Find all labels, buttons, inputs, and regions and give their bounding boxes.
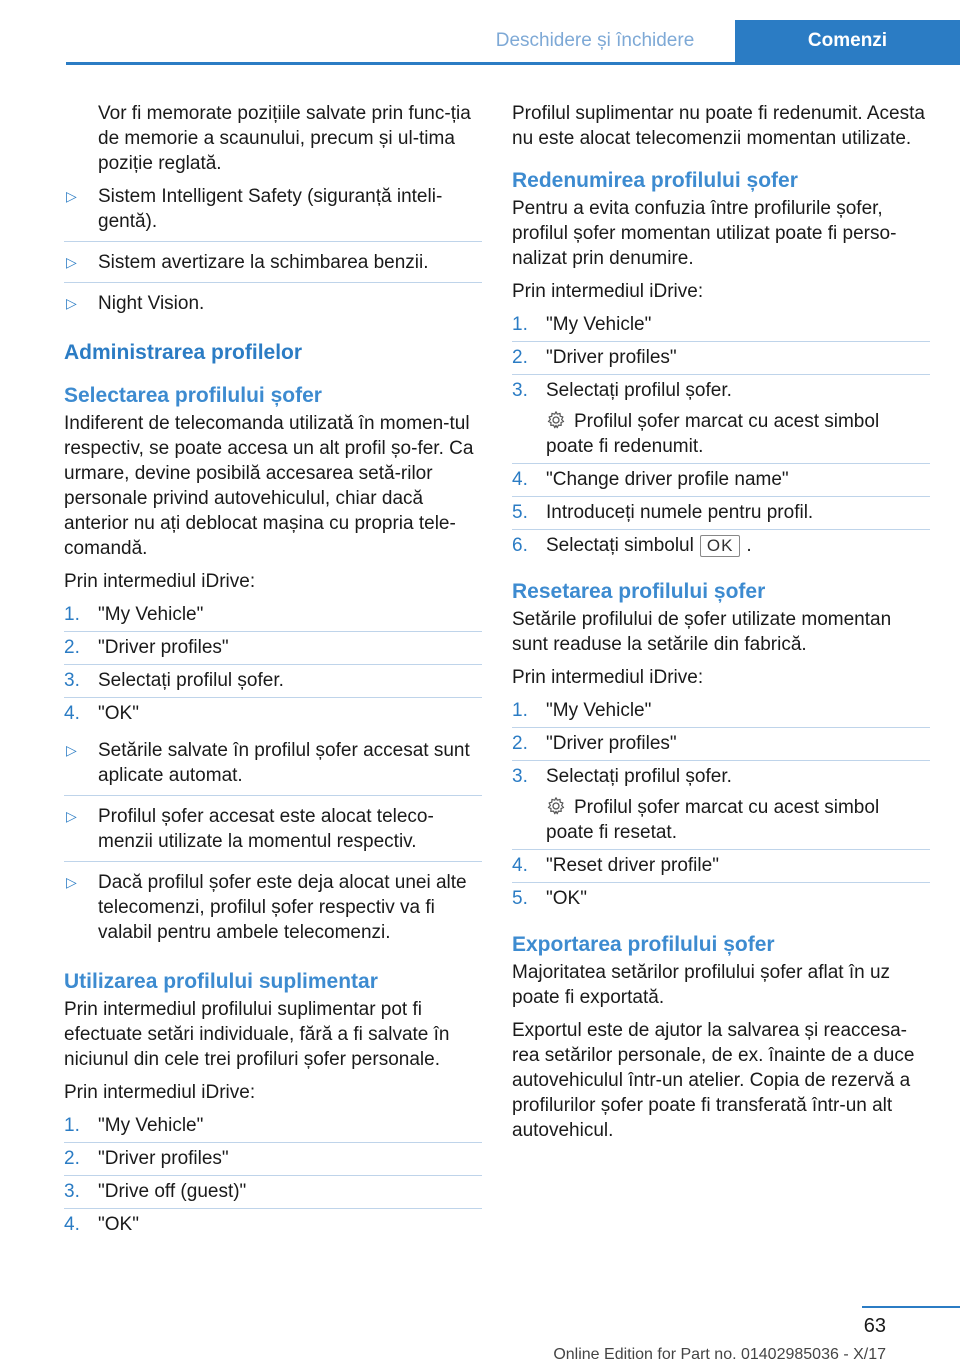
step-period: . xyxy=(746,535,752,556)
step-text: "Driver profiles" xyxy=(546,733,677,754)
export-profile-text: Majoritatea setărilor profilului șofer aflat în uz poate fi exportată. xyxy=(512,962,891,1008)
list-item-text: Sistem avertizare la schimbarea benzii. xyxy=(98,252,429,273)
bullet-icon: ▷ xyxy=(66,295,77,311)
guest-note-text: Profilul suplimentar nu poate fi redenumit. Acesta nu este alocat telecomenzii momentan utilizate. xyxy=(512,103,925,149)
steps-guest-profile xyxy=(64,1113,482,1241)
bullet-icon: ▷ xyxy=(66,742,77,758)
list-item-text: Night Vision. xyxy=(98,293,205,314)
bullet-icon: ▷ xyxy=(66,874,77,890)
step-text: "Reset driver profile" xyxy=(546,855,719,876)
list-item xyxy=(64,668,482,698)
gear-icon xyxy=(546,410,566,430)
page-number: 63 xyxy=(863,1315,886,1337)
list-item xyxy=(512,500,930,530)
heading-export-profile: Exportarea profilului șofer xyxy=(512,933,775,956)
idrive-label: Prin intermediul iDrive: xyxy=(64,1082,256,1103)
step-note xyxy=(546,795,930,845)
step-number: 5. xyxy=(512,502,528,523)
list-item xyxy=(512,312,930,342)
step-text: Selectați profilul șofer. xyxy=(546,766,732,787)
step-text: "Driver profiles" xyxy=(98,1148,229,1169)
step-text: "My Vehicle" xyxy=(546,314,652,335)
bullet-list-systems xyxy=(64,184,482,323)
step-number: 4. xyxy=(512,469,528,490)
intro-text: Vor fi memorate pozițiile salvate prin func-ția de memorie a scaunului, precum și ul-tima poziție reglată. xyxy=(98,103,471,174)
bullet-icon: ▷ xyxy=(66,808,77,824)
header-bar xyxy=(66,20,960,65)
ok-symbol-icon: OK xyxy=(700,535,741,557)
heading-guest-profile: Utilizarea profilului suplimentar xyxy=(64,970,378,993)
list-item-text: Dacă profilul șofer este deja alocat unei alte telecomenzi, profilul șofer respectiv va fi valabil pentru ambele telecomenzi. xyxy=(98,872,467,943)
step-number: 6. xyxy=(512,535,528,556)
header-section-tab[interactable]: Deschidere și închidere xyxy=(470,20,720,62)
idrive-label: Prin intermediul iDrive: xyxy=(512,281,704,302)
footer-divider xyxy=(862,1306,960,1308)
step-text: "OK" xyxy=(98,1214,139,1235)
bullet-list-profile-effects xyxy=(64,738,482,952)
step-number: 2. xyxy=(64,637,80,658)
guest-profile-text: Prin intermediul profilului suplimentar pot fi efectuate setări individuale, fără a fi salvate în niciunul din cele trei profiluri șofer personale. xyxy=(64,999,450,1070)
list-item xyxy=(64,1212,482,1241)
list-item xyxy=(512,378,930,464)
step-text: Introduceți numele pentru profil. xyxy=(546,502,814,523)
idrive-label: Prin intermediul iDrive: xyxy=(512,667,704,688)
idrive-label: Prin intermediul iDrive: xyxy=(64,571,256,592)
list-item xyxy=(512,731,930,761)
heading-admin-profiles: Administrarea profilelor xyxy=(64,341,303,364)
list-item xyxy=(64,635,482,665)
select-profile-text: Indiferent de telecomanda utilizată în momen-tul respectiv, se poate accesa un alt profil șo-fer. Ca urmare, devine posibilă accesarea setă-rilor personale privind autovehiculul, chiar dacă anterior nu ați deblocat mașina cu propria tele-comandă. xyxy=(64,413,474,559)
step-number: 1. xyxy=(64,604,80,625)
list-item xyxy=(64,738,482,796)
step-text: "My Vehicle" xyxy=(98,604,204,625)
step-text: "OK" xyxy=(98,703,139,724)
list-item xyxy=(512,698,930,728)
list-item xyxy=(512,764,930,850)
steps-rename-profile xyxy=(512,312,930,562)
rename-profile-text: Pentru a evita confuzia între profilurile șofer, profilul șofer momentan utilizat poate fi perso-nalizat prin denumire. xyxy=(512,198,897,269)
step-text: "Change driver profile name" xyxy=(546,469,789,490)
step-note-text: Profilul șofer marcat cu acest simbol poate fi resetat. xyxy=(546,797,880,843)
step-number: 4. xyxy=(64,1214,80,1235)
heading-reset-profile: Resetarea profilului șofer xyxy=(512,580,766,603)
heading-select-profile: Selectarea profilului șofer xyxy=(64,384,322,407)
list-item xyxy=(64,870,482,952)
step-text: Selectați profilul șofer. xyxy=(98,670,284,691)
step-number: 1. xyxy=(512,700,528,721)
step-number: 4. xyxy=(512,855,528,876)
list-item xyxy=(64,250,482,283)
step-text: "Driver profiles" xyxy=(98,637,229,658)
list-item xyxy=(64,1146,482,1176)
footer-edition: Online Edition for Part no. 01402985036 - X/17 xyxy=(553,1346,886,1363)
list-item-text: Sistem Intelligent Safety (siguranță inteli-gentă). xyxy=(98,186,443,232)
list-item xyxy=(64,804,482,862)
step-number: 2. xyxy=(64,1148,80,1169)
step-number: 2. xyxy=(512,347,528,368)
step-text: "Driver profiles" xyxy=(546,347,677,368)
list-item xyxy=(512,886,930,915)
bullet-icon: ▷ xyxy=(66,254,77,270)
step-text: "Drive off (guest)" xyxy=(98,1181,247,1202)
list-item xyxy=(64,701,482,730)
gear-icon xyxy=(546,796,566,816)
list-item xyxy=(64,291,482,323)
step-note xyxy=(546,409,930,459)
step-text: Selectați simbolul xyxy=(546,535,694,556)
list-item-text: Profilul șofer accesat este alocat teleco-menzii utilizate la momentul respectiv. xyxy=(98,806,434,852)
list-item xyxy=(64,602,482,632)
reset-profile-text: Setările profilului de șofer utilizate momentan sunt readuse la setările din fabrică. xyxy=(512,609,892,655)
step-number: 3. xyxy=(64,1181,80,1202)
list-item xyxy=(64,184,482,242)
steps-reset-profile xyxy=(512,698,930,915)
step-text: "My Vehicle" xyxy=(546,700,652,721)
bullet-icon: ▷ xyxy=(66,188,77,204)
step-number: 3. xyxy=(64,670,80,691)
left-column xyxy=(64,101,482,1249)
step-number: 3. xyxy=(512,380,528,401)
step-number: 5. xyxy=(512,888,528,909)
list-item xyxy=(512,533,930,562)
steps-select-profile xyxy=(64,602,482,730)
step-number: 4. xyxy=(64,703,80,724)
step-text: "OK" xyxy=(546,888,587,909)
step-number: 1. xyxy=(64,1115,80,1136)
list-item-text: Setările salvate în profilul șofer accesat sunt aplicate automat. xyxy=(98,740,470,786)
list-item xyxy=(64,1179,482,1209)
list-item xyxy=(64,1113,482,1143)
right-column xyxy=(512,101,930,1151)
heading-rename-profile: Redenumirea profilului șofer xyxy=(512,169,798,192)
list-item xyxy=(512,345,930,375)
step-number: 2. xyxy=(512,733,528,754)
step-number: 3. xyxy=(512,766,528,787)
export-profile-text-2: Exportul este de ajutor la salvarea și reaccesa-rea setărilor personale, de ex. înainte de a duce autovehiculul într-un atelier. Copia de rezervă a profilurilor șofer poate fi transferată într-un alt autovehicul. xyxy=(512,1020,915,1141)
step-note-text: Profilul șofer marcat cu acest simbol poate fi redenumit. xyxy=(546,411,880,457)
step-text: "My Vehicle" xyxy=(98,1115,204,1136)
list-item xyxy=(512,467,930,497)
list-item xyxy=(512,853,930,883)
step-text: Selectați profilul șofer. xyxy=(546,380,732,401)
step-number: 1. xyxy=(512,314,528,335)
header-chapter-tab[interactable]: Comenzi xyxy=(735,20,960,62)
